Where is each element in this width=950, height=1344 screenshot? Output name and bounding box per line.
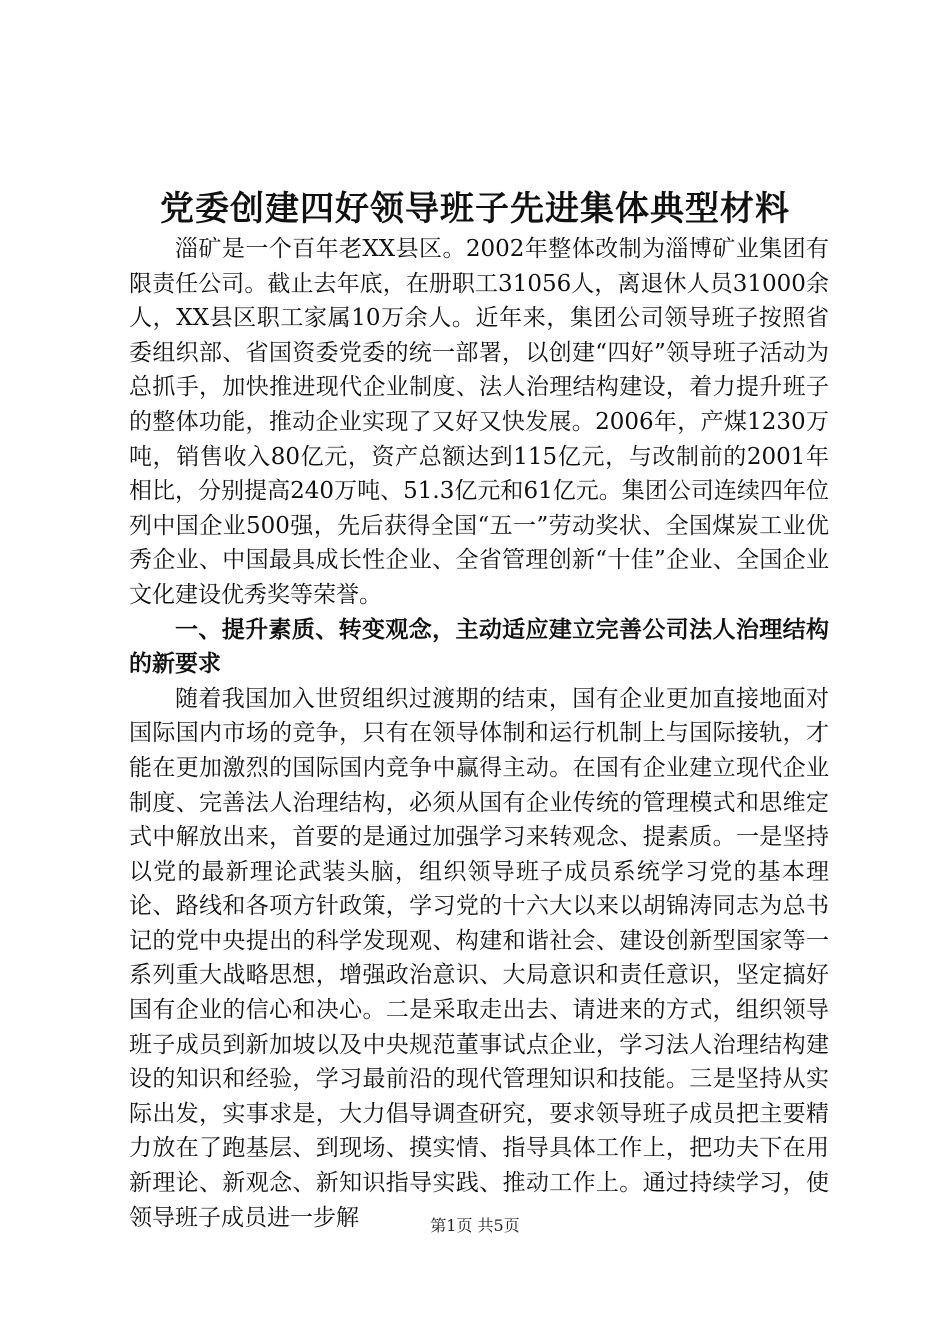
document-body xyxy=(129,232,829,1235)
document-title: 党委创建四好领导班子先进集体典型材料 xyxy=(160,189,790,229)
intro-paragraph: 淄矿是一个百年老XX县区。2002年整体改制为淄博矿业集团有限责任公司。截止去年底，在册职工31056人，离退休人员31000余人，XX县区职工家属10万余人。近年来，集团公司领导班子按照省委组织部、省国资委党委的统一部署，以创建“四好”领导班子活动为总抓手，加快推进现代企业制度、法人治理结构建设，着力提升班子的整体功能，推动企业实现了又好又快发展。2006年，产煤1230万吨，销售收入80亿元，资产总额达到115亿元，与改制前的2001年相比，分别提高240万吨、51.3亿元和61亿元。集团公司连续四年位列中国企业500强，先后获得全国“五一”劳动奖状、全国煤炭工业优秀企业、中国最具成长性企业、全省管理创新“十佳”企业、全国企业文化建设优秀奖等荣誉。 xyxy=(129,236,829,608)
section-heading: 一、提升素质、转变观念，主动适应建立完善公司法人治理结构的新要求 xyxy=(129,615,829,678)
page-number: 第1页 共5页 xyxy=(430,1216,520,1235)
section-paragraph: 随着我国加入世贸组织过渡期的结束，国有企业更加直接地面对国际国内市场的竞争，只有在领导体制和运行机制上与国际接轨，才能在更加激烈的国际国内竞争中赢得主动。在国有企业建立现代企业制度、完善法人治理结构，必须从国有企业传统的管理模式和思维定式中解放出来，首要的是通过加强学习来转观念、提素质。一是坚持以党的最新理论武装头脑，组织领导班子成员系统学习党的基本理论、路线和各项方针政策，学习党的十六大以来以胡锦涛同志为总书记的党中央提出的科学发现观、构建和谐社会、建设创新型国家等一系列重大战略思想，增强政治意识、大局意识和责任意识，坚定搞好国有企业的信心和决心。二是采取走出去、请进来的方式，组织领导班子成员到新加坡以及中央规范董事试点企业，学习法人治理结构建设的知识和经验，学习最前沿的现代管理知识和技能。三是坚持从实际出发，实事求是，大力倡导调查研究，要求领导班子成员把主要精力放在了跑基层、到现场、摸实情、指导具体工作上，把功夫下在用新理论、新观念、新知识指导实践、推动工作上。通过持续学习，使领导班子成员进一步解 xyxy=(129,685,829,1231)
